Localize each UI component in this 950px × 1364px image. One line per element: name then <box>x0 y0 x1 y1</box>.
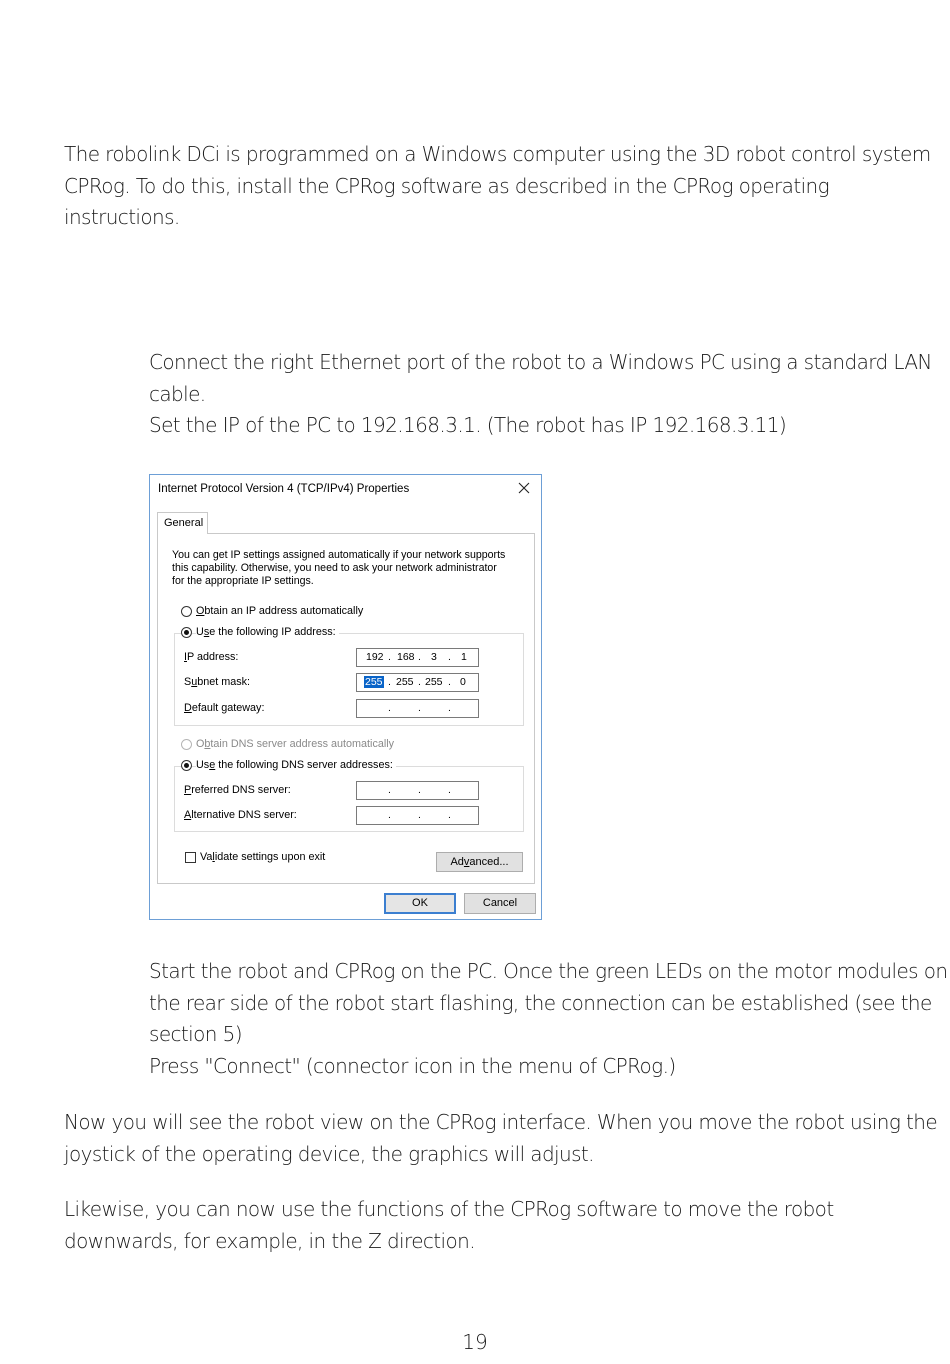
intro-line: instructions. <box>64 205 180 229</box>
ip-address-field[interactable]: 192 . 168 . 3 . 1 <box>356 648 479 667</box>
subnet-mask-field[interactable]: 255 . 255 . 255 . 0 <box>356 673 479 692</box>
close-icon[interactable] <box>515 479 535 499</box>
ip-octet: 192 <box>366 651 384 663</box>
validate-settings-label: Validate settings upon exit <box>200 851 326 863</box>
description-line: this capability. Otherwise, you need to ask your network administrator <box>172 562 497 574</box>
description-line: for the appropriate IP settings. <box>172 575 314 587</box>
dialog-title: Internet Protocol Version 4 (TCP/IPv4) Properties <box>158 483 410 495</box>
preferred-dns-label: Preferred DNS server: <box>184 784 291 796</box>
tab-panel-general <box>157 533 535 884</box>
radio-use-following-dns-label: Use the following DNS server addresses: <box>196 759 396 771</box>
robot-view-line: Now you will see the robot view on the CPRog interface. When you move the robot using the <box>64 1110 938 1134</box>
subnet-octet: 0 <box>460 676 466 688</box>
functions-paragraph <box>64 1194 834 1257</box>
tab-general[interactable] <box>157 512 208 534</box>
step1-line: Connect the right Ethernet port of the robot to a Windows PC using a standard LAN <box>149 350 932 374</box>
preferred-dns-field[interactable]: . . . <box>356 781 479 800</box>
robot-view-line: joystick of the operating device, the graphics will adjust. <box>64 1141 594 1166</box>
tab-general-label: General <box>164 517 204 529</box>
subnet-octet: 255 <box>396 676 414 688</box>
robot-view-paragraph <box>64 1107 937 1170</box>
step1-line: Set the IP of the PC to 192.168.3.1. (The robot has IP 192.168.3.11) <box>149 413 787 437</box>
ip-octet: 1 <box>461 651 467 663</box>
radio-obtain-dns-auto-label: Obtain DNS server address automatically <box>196 738 395 750</box>
subnet-octet: 255 <box>425 676 443 688</box>
ok-button[interactable]: OK <box>384 893 456 914</box>
step2-line: section 5) <box>149 1022 242 1046</box>
intro-paragraph <box>64 139 931 234</box>
radio-use-following-ip-label: Use the following IP address: <box>196 626 339 638</box>
ipv4-properties-dialog <box>149 474 542 920</box>
step2-paragraph <box>149 956 947 1082</box>
ip-octet: 3 <box>431 651 437 663</box>
step2-line: Press "Connect" (connector icon in the menu of CPRog.) <box>149 1053 676 1078</box>
dialog-description <box>172 549 505 588</box>
ip-address-label: IP address: <box>184 651 239 663</box>
intro-line: CPRog. To do this, install the CPRog software as described in the CPRog operating <box>64 173 830 198</box>
step2-line: Start the robot and CPRog on the PC. Once the green LEDs on the motor modules on <box>149 959 948 983</box>
default-gateway-field[interactable]: . . . <box>356 699 479 718</box>
radio-use-following-dns[interactable] <box>181 760 192 771</box>
functions-line: Likewise, you can now use the functions of the CPRog software to move the robot <box>64 1197 834 1221</box>
advanced-button[interactable]: Advanced... <box>436 852 523 872</box>
radio-obtain-ip-auto-label: Obtain an IP address automatically <box>196 605 364 617</box>
validate-settings-checkbox[interactable] <box>185 852 196 863</box>
alternative-dns-label: Alternative DNS server: <box>184 809 297 821</box>
page-number: 19 <box>462 1330 488 1354</box>
radio-obtain-ip-auto[interactable] <box>181 606 192 617</box>
ip-octet: 168 <box>397 651 415 663</box>
alternative-dns-field[interactable]: . . . <box>356 806 479 825</box>
intro-line: The robolink DCi is programmed on a Windows computer using the 3D robot control system <box>64 142 931 166</box>
cancel-button[interactable]: Cancel <box>464 893 536 914</box>
functions-line: downwards, for example, in the Z direction. <box>64 1228 475 1253</box>
step1-paragraph <box>149 347 932 442</box>
subnet-mask-label: Subnet mask: <box>184 676 251 688</box>
default-gateway-label: Default gateway: <box>184 702 265 714</box>
description-line: You can get IP settings assigned automatically if your network supports <box>172 549 506 561</box>
radio-use-following-ip[interactable] <box>181 627 192 638</box>
radio-obtain-dns-auto[interactable] <box>181 739 192 750</box>
step2-line: the rear side of the robot start flashing, the connection can be established (see the <box>149 990 932 1015</box>
step1-line: cable. <box>149 381 206 406</box>
subnet-octet-selected: 255 <box>365 676 383 688</box>
